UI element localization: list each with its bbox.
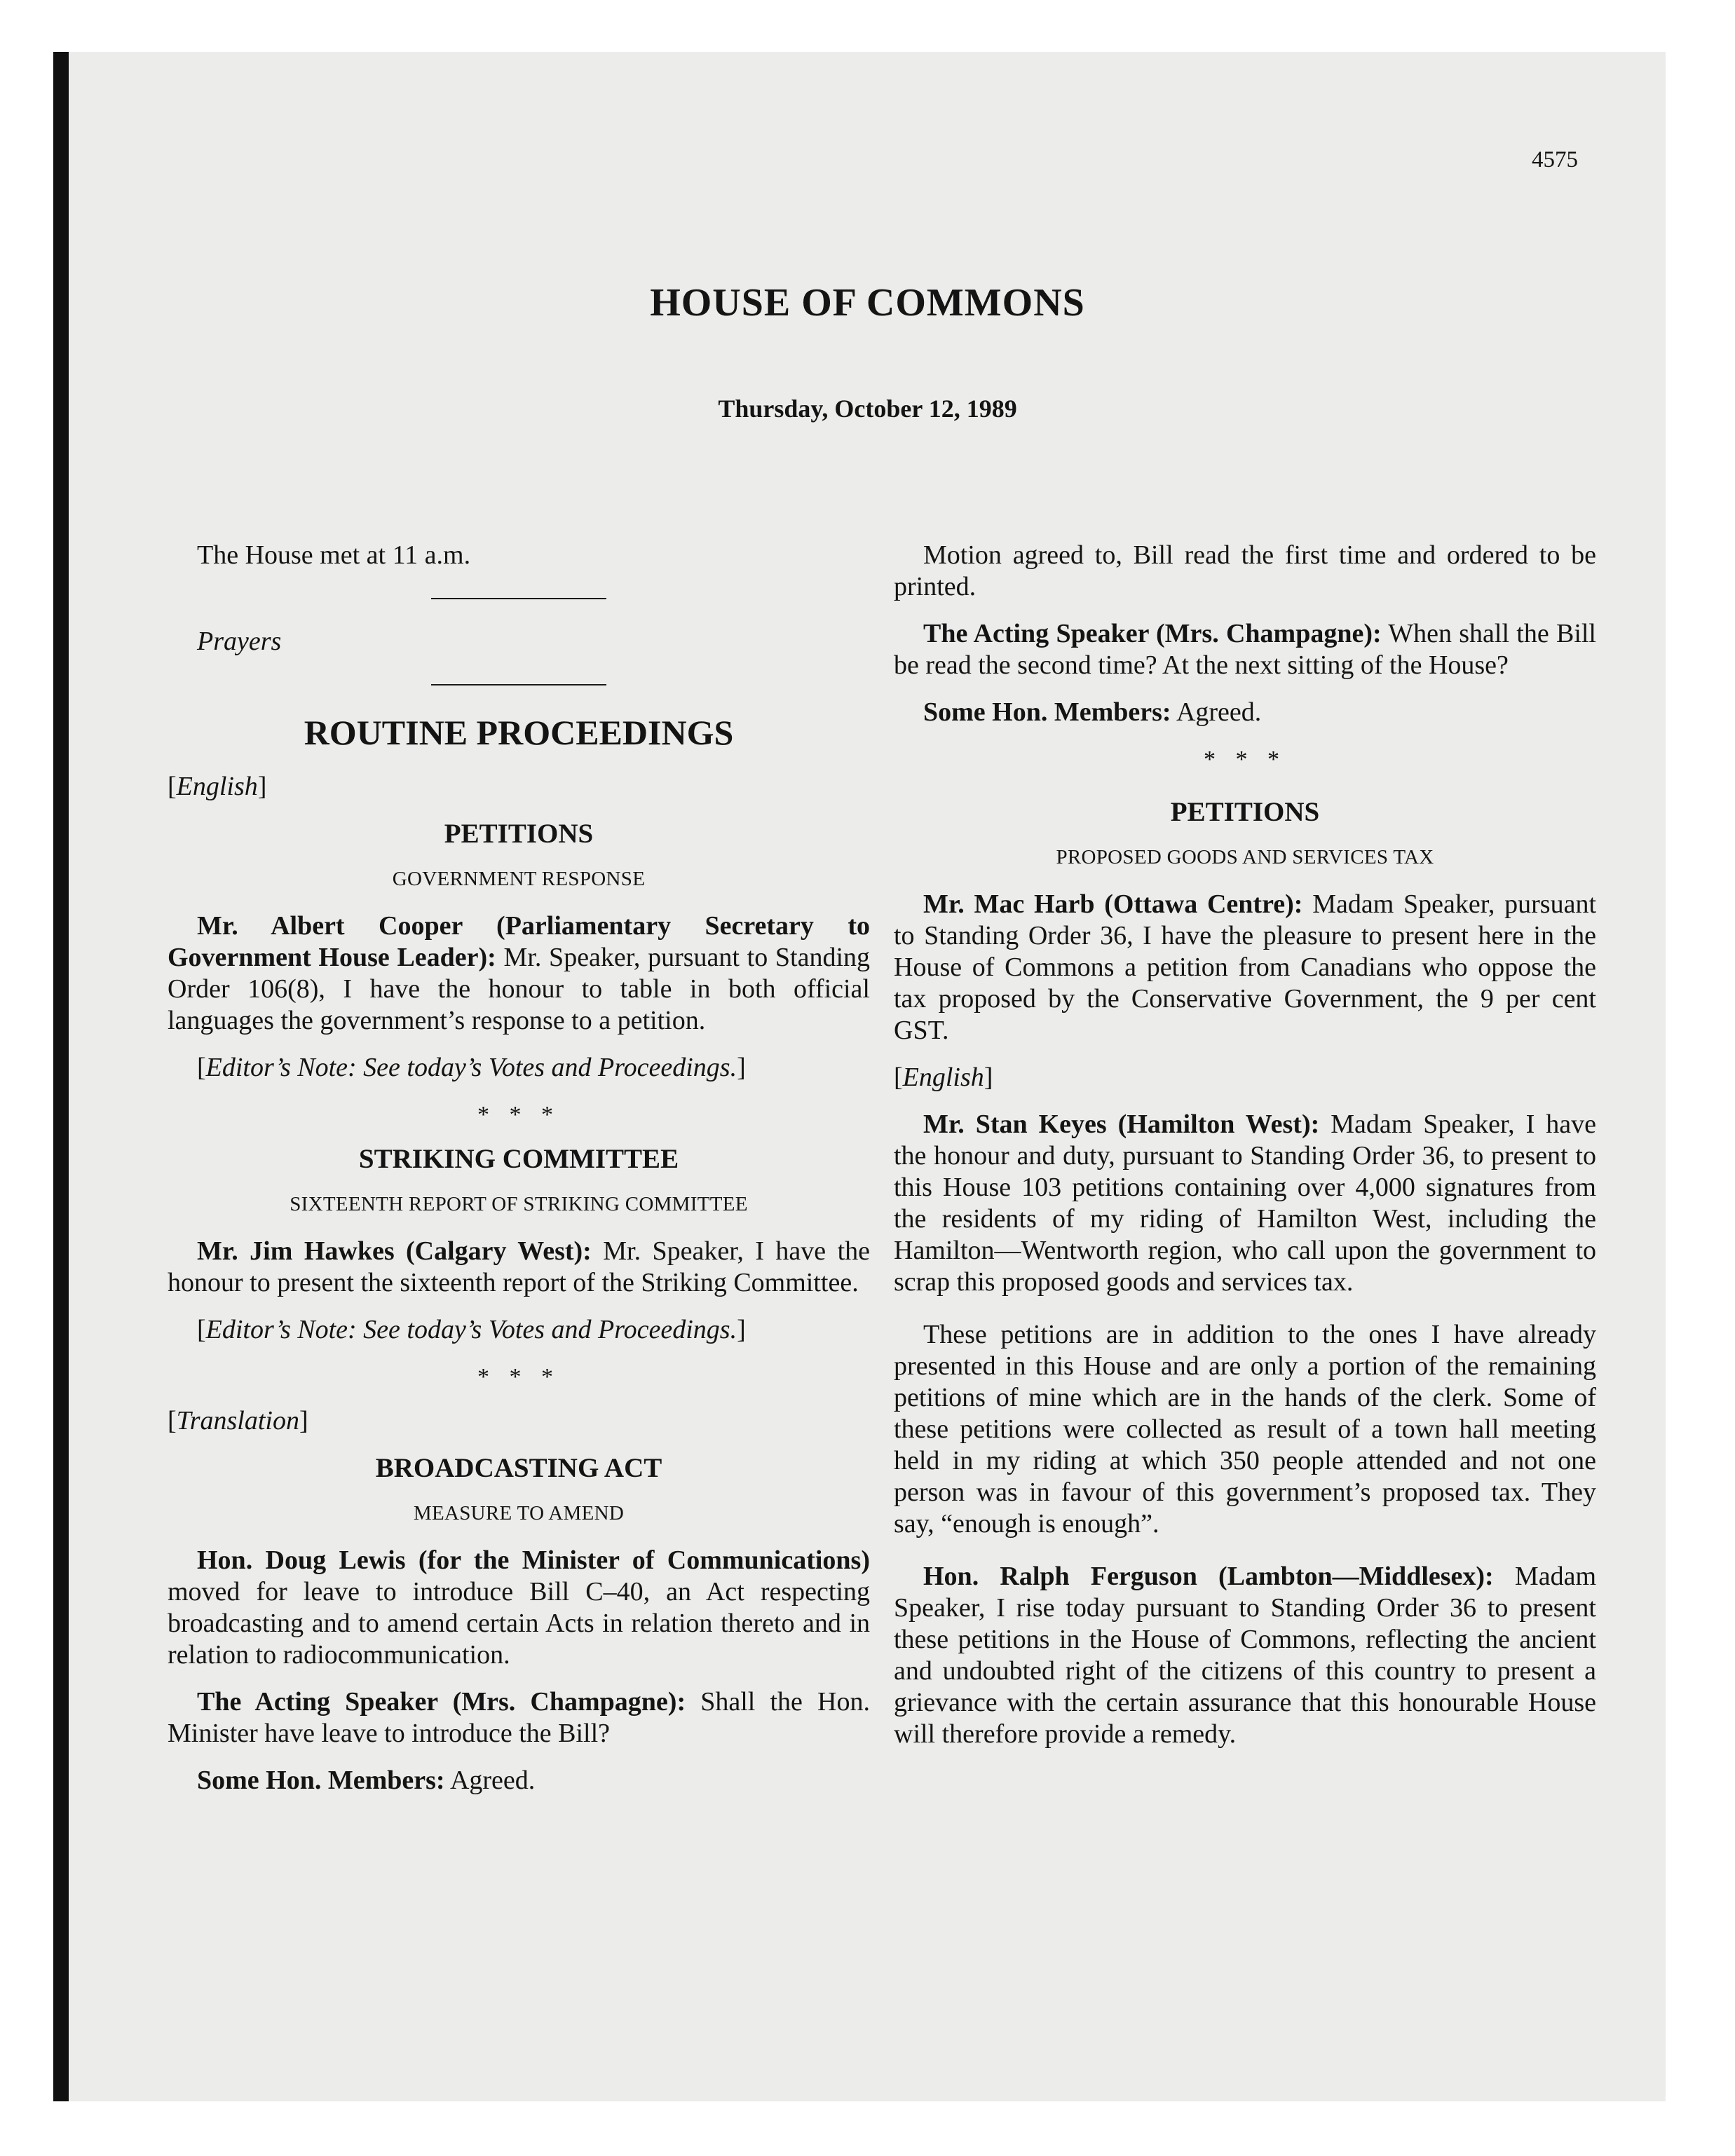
- sixteenth-report-subheading: SIXTEENTH REPORT OF STRIKING COMMITTEE: [290, 1193, 748, 1215]
- government-response-subheading: GOVERNMENT RESPONSE: [392, 868, 646, 890]
- hawkes-statement: Mr. Jim Hawkes (Calgary West): Mr. Speaker, I have the honour to present the sixteenth report of the Striking Committee.: [168, 1236, 870, 1297]
- speaker-name: Some Hon. Members:: [923, 697, 1171, 727]
- speaker-name: The Acting Speaker (Mrs. Champagne):: [923, 619, 1382, 648]
- speaker-name: Mr. Mac Harb (Ottawa Centre):: [923, 889, 1303, 919]
- lewis-statement: Hon. Doug Lewis (for the Minister of Communications) moved for leave to introduce Bill C–40, an Act respecting broadcasting and to amend certain Acts in relation thereto and in relation to radiocommunication.: [168, 1546, 870, 1670]
- petitions-heading: PETITIONS: [1170, 797, 1320, 827]
- left-column: [168, 540, 870, 1812]
- speaker-name: The Acting Speaker (Mrs. Champagne):: [197, 1687, 686, 1717]
- page-number: 4575: [1532, 147, 1578, 172]
- members-response: Some Hon. Members: Agreed.: [923, 697, 1262, 727]
- gst-subheading: PROPOSED GOODS AND SERVICES TAX: [1056, 846, 1434, 868]
- petitions-heading: PETITIONS: [444, 819, 594, 849]
- scan-edge: [53, 52, 69, 2101]
- house-met-text: The House met at 11 a.m.: [197, 540, 471, 570]
- section-break: * * *: [477, 1102, 560, 1128]
- acting-speaker-statement: The Acting Speaker (Mrs. Champagne): Shall the Hon. Minister have leave to introduce the Bill?: [168, 1687, 870, 1748]
- language-marker: [English]: [894, 1063, 993, 1092]
- acting-speaker-statement: The Acting Speaker (Mrs. Champagne): When shall the Bill be read the second time? At the next sitting of the House?: [894, 619, 1596, 680]
- editors-note: [Editor’s Note: See today’s Votes and Proceedings.]: [197, 1315, 746, 1344]
- speaker-name: Mr. Stan Keyes (Hamilton West):: [923, 1110, 1320, 1139]
- divider: [431, 598, 606, 599]
- routine-proceedings-heading: ROUTINE PROCEEDINGS: [304, 713, 734, 752]
- speaker-name: Mr. Jim Hawkes (Calgary West):: [197, 1236, 592, 1266]
- cooper-statement: Mr. Albert Cooper (Parliamentary Secretary to Government House Leader): Mr. Speaker, pursuant to Standing Order 106(8), I have the honour to table in both official languages the government’s response to a petition.: [168, 911, 871, 1035]
- speaker-name: Hon. Doug Lewis (for the Minister of Communications): [197, 1546, 870, 1575]
- keyes-statement-continued: These petitions are in addition to the ones I have already presented in this House and are only a portion of the remaining petitions of mine which are in the hands of the clerk. Some of these petitions were collected as result of a town hall meeting held in my riding at which 350 people attended and not one person was in favour of this government’s proposed tax. They say, “enough is enough”.: [894, 1320, 1596, 1538]
- prayers-label: Prayers: [197, 627, 282, 656]
- language-marker: [Translation]: [168, 1406, 308, 1435]
- measure-to-amend-subheading: MEASURE TO AMEND: [413, 1502, 625, 1524]
- keyes-statement: Mr. Stan Keyes (Hamilton West): Madam Speaker, I have the honour and duty, pursuant to Standing Order 36, to present to this House 103 petitions containing over 4,000 signatures from the residents of my riding of Hamilton West, including the Hamilton—Wentworth region, who call upon the government to scrap this proposed goods and services tax.: [894, 1110, 1596, 1297]
- ferguson-statement: Hon. Ralph Ferguson (Lambton—Middlesex): Madam Speaker, I rise today pursuant to Standing Order 36 to present these petitions in the House of Commons, reflecting the ancient and undoubted right of the citizens of this country to present a grievance with the certain assurance that this honourable House will therefore provide a remedy.: [894, 1562, 1596, 1749]
- broadcasting-act-heading: BROADCASTING ACT: [375, 1453, 662, 1483]
- striking-committee-heading: STRIKING COMMITTEE: [358, 1144, 679, 1174]
- editors-note: [Editor’s Note: See today’s Votes and Proceedings.]: [197, 1053, 746, 1082]
- harb-statement: Mr. Mac Harb (Ottawa Centre): Madam Speaker, pursuant to Standing Order 36, I have the pleasure to present here in the House of Commons a petition from Canadians who oppose the tax proposed by the Conservative Government, the 9 per cent GST.: [894, 889, 1597, 1045]
- section-break: * * *: [477, 1364, 560, 1390]
- sitting-date: Thursday, October 12, 1989: [718, 395, 1017, 423]
- speaker-name: Hon. Ralph Ferguson (Lambton—Middlesex):: [923, 1562, 1494, 1591]
- page-title: HOUSE OF COMMONS: [650, 281, 1085, 325]
- divider: [431, 684, 606, 685]
- right-column: [894, 540, 1596, 1766]
- speaker-name: Some Hon. Members:: [197, 1766, 445, 1795]
- motion-agreed-text: Motion agreed to, Bill read the first time and ordered to be printed.: [894, 540, 1596, 601]
- language-marker: [English]: [168, 772, 267, 801]
- section-break: * * *: [1204, 746, 1286, 772]
- members-response: Some Hon. Members: Agreed.: [197, 1766, 536, 1795]
- speaker-name: Mr. Albert Cooper (Parliamentary Secretary to Government House Leader):: [168, 911, 870, 972]
